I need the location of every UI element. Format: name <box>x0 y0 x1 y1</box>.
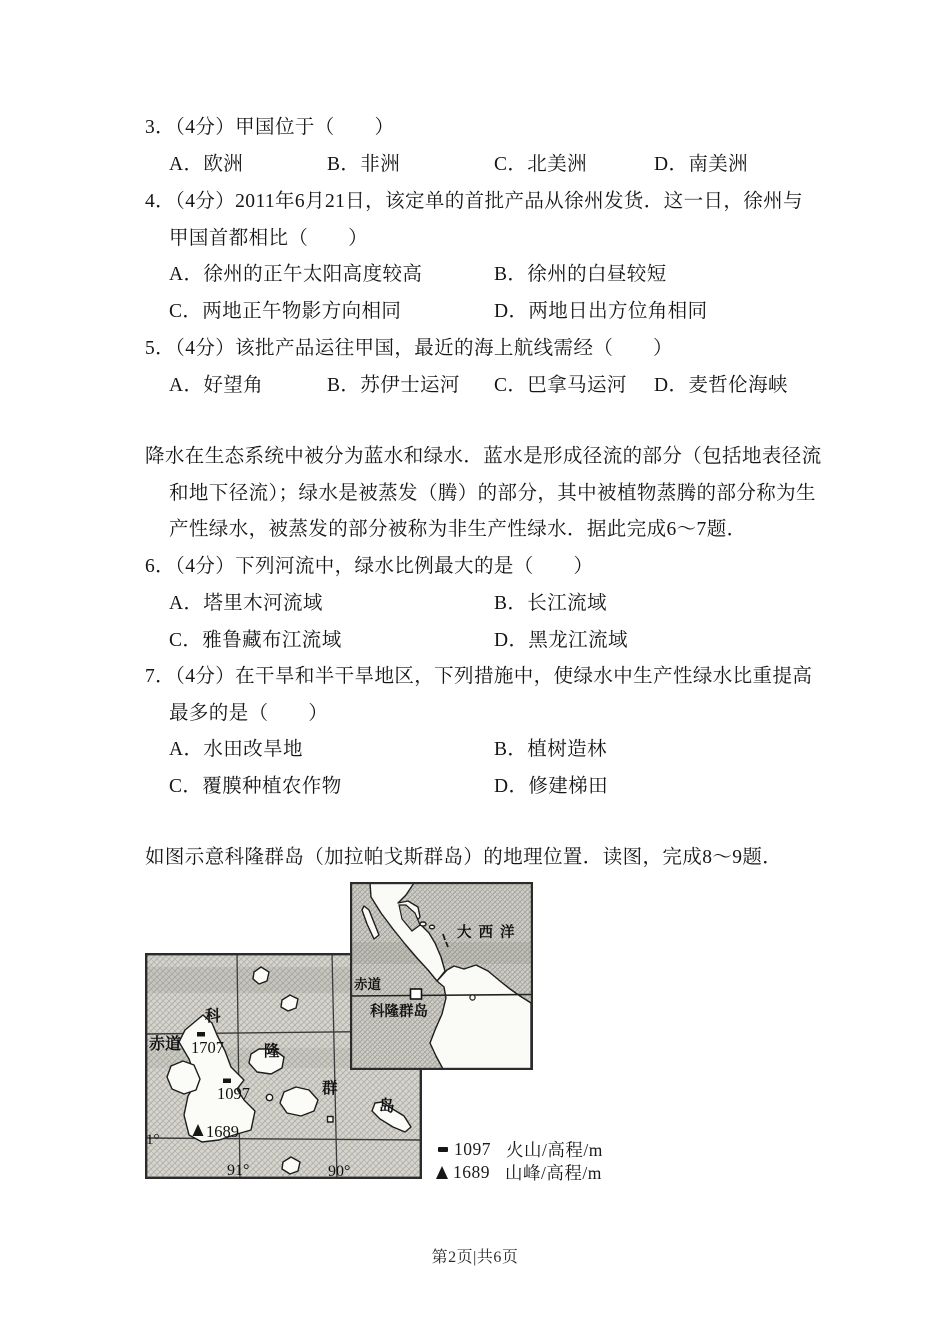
q7-option-c: C．覆膜种植农作物 <box>169 776 342 797</box>
islet <box>266 1094 272 1100</box>
q6-option-d: D．黑龙江流域 <box>494 630 628 651</box>
volcano-symbol-1707 <box>197 1032 205 1037</box>
q4-option-b: B．徐州的白昼较短 <box>494 264 667 285</box>
inset-atlantic-label: 大西洋 <box>457 925 522 941</box>
question-7-stem-line1: 7．（4分）在干旱和半干旱地区，下列措施中，使绿水中生产性绿水比重提高 <box>145 666 813 687</box>
legend-volcano-label: 火山/高程/m <box>506 1140 603 1160</box>
main-map-1s-label: 1° <box>146 1132 160 1148</box>
volcano-symbol-1097 <box>223 1079 231 1084</box>
archipelago-char-long: 隆 <box>264 1043 280 1060</box>
mountain-peak-icon <box>436 1166 448 1179</box>
island-puerto-rico <box>430 925 435 929</box>
q5-option-d: D．麦哲伦海峡 <box>654 375 788 396</box>
legend-volcano-value: 1097 <box>454 1139 491 1159</box>
inset-equator-label: 赤道 <box>354 977 381 992</box>
question-6-stem: 6．（4分）下列河流中，绿水比例最大的是（ ） <box>145 556 594 577</box>
archipelago-char-ke: 科 <box>205 1008 221 1025</box>
islet <box>328 1117 334 1123</box>
q3-option-a: A．欧洲 <box>169 154 244 175</box>
elevation-1689-label: 1689 <box>206 1122 239 1141</box>
main-map-equator-label: 赤道 <box>149 1036 182 1053</box>
island-hispaniola <box>420 922 426 926</box>
main-map-90w-label: 90° <box>328 1163 351 1179</box>
galapagos-location-marker <box>411 989 422 999</box>
q5-option-b: B．苏伊士运河 <box>327 375 460 396</box>
elevation-1097-label: 1097 <box>217 1084 250 1103</box>
location-inset-map <box>350 882 533 1070</box>
question-4-stem-line2: 甲国首都相比（ ） <box>169 228 369 249</box>
question-4-stem-line1: 4．（4分）2011年6月21日，该定单的首批产品从徐州发货．这一日，徐州与 <box>145 191 803 212</box>
passage-galapagos-intro: 如图示意科隆群岛（加拉帕戈斯群岛）的地理位置．读图，完成8～9题． <box>145 847 783 868</box>
inset-galapagos-label: 科隆群岛 <box>370 1004 428 1020</box>
q3-option-b: B．非洲 <box>327 154 401 175</box>
q6-option-c: C．雅鲁藏布江流域 <box>169 630 342 651</box>
question-5-stem: 5．（4分）该批产品运往甲国，最近的海上航线需经（ ） <box>145 338 673 359</box>
main-map-91w-label: 91° <box>227 1162 250 1179</box>
q7-option-d: D．修建梯田 <box>494 776 608 797</box>
legend-peak-row <box>436 1160 602 1185</box>
passage-blue-green-water-line1: 降水在生态系统中被分为蓝水和绿水．蓝水是形成径流的部分（包括地表径流 <box>145 446 822 467</box>
passage-blue-green-water-line2: 和地下径流）；绿水是被蒸发（腾）的部分，其中被植物蒸腾的部分称为生 <box>169 483 816 504</box>
passage-blue-green-water-line3: 产性绿水，被蒸发的部分被称为非生产性绿水．据此完成6～7题． <box>169 519 747 540</box>
q4-option-a: A．徐州的正午太阳高度较高 <box>169 264 423 285</box>
archipelago-char-qun: 群 <box>322 1080 338 1097</box>
archipelago-char-dao: 岛 <box>379 1098 395 1115</box>
elevation-1707-label: 1707 <box>191 1038 224 1057</box>
legend-volcano-row <box>438 1137 603 1162</box>
q6-option-a: A．塔里木河流域 <box>169 593 323 614</box>
q4-option-d: D．两地日出方位角相同 <box>494 301 708 322</box>
equator-islet <box>470 995 475 1000</box>
q3-option-d: D．南美洲 <box>654 154 749 175</box>
volcano-icon <box>438 1147 448 1152</box>
island-fernandina <box>167 1061 200 1094</box>
q4-option-c: C．两地正午物影方向相同 <box>169 301 402 322</box>
q7-option-a: A．水田改旱地 <box>169 739 303 760</box>
q5-option-a: A．好望角 <box>169 375 264 396</box>
location-inset-figure <box>350 882 533 1070</box>
page-number-footer: 第2页|共6页 <box>431 1249 519 1266</box>
legend-peak-label: 山峰/高程/m <box>505 1163 602 1183</box>
q6-option-b: B．长江流域 <box>494 593 607 614</box>
legend-peak-value: 1689 <box>453 1162 490 1182</box>
q5-option-c: C．巴拿马运河 <box>494 375 627 396</box>
q3-option-c: C．北美洲 <box>494 154 588 175</box>
question-3-stem: 3．（4分）甲国位于（ ） <box>145 117 395 138</box>
q7-option-b: B．植树造林 <box>494 739 607 760</box>
question-7-stem-line2: 最多的是（ ） <box>169 703 329 724</box>
